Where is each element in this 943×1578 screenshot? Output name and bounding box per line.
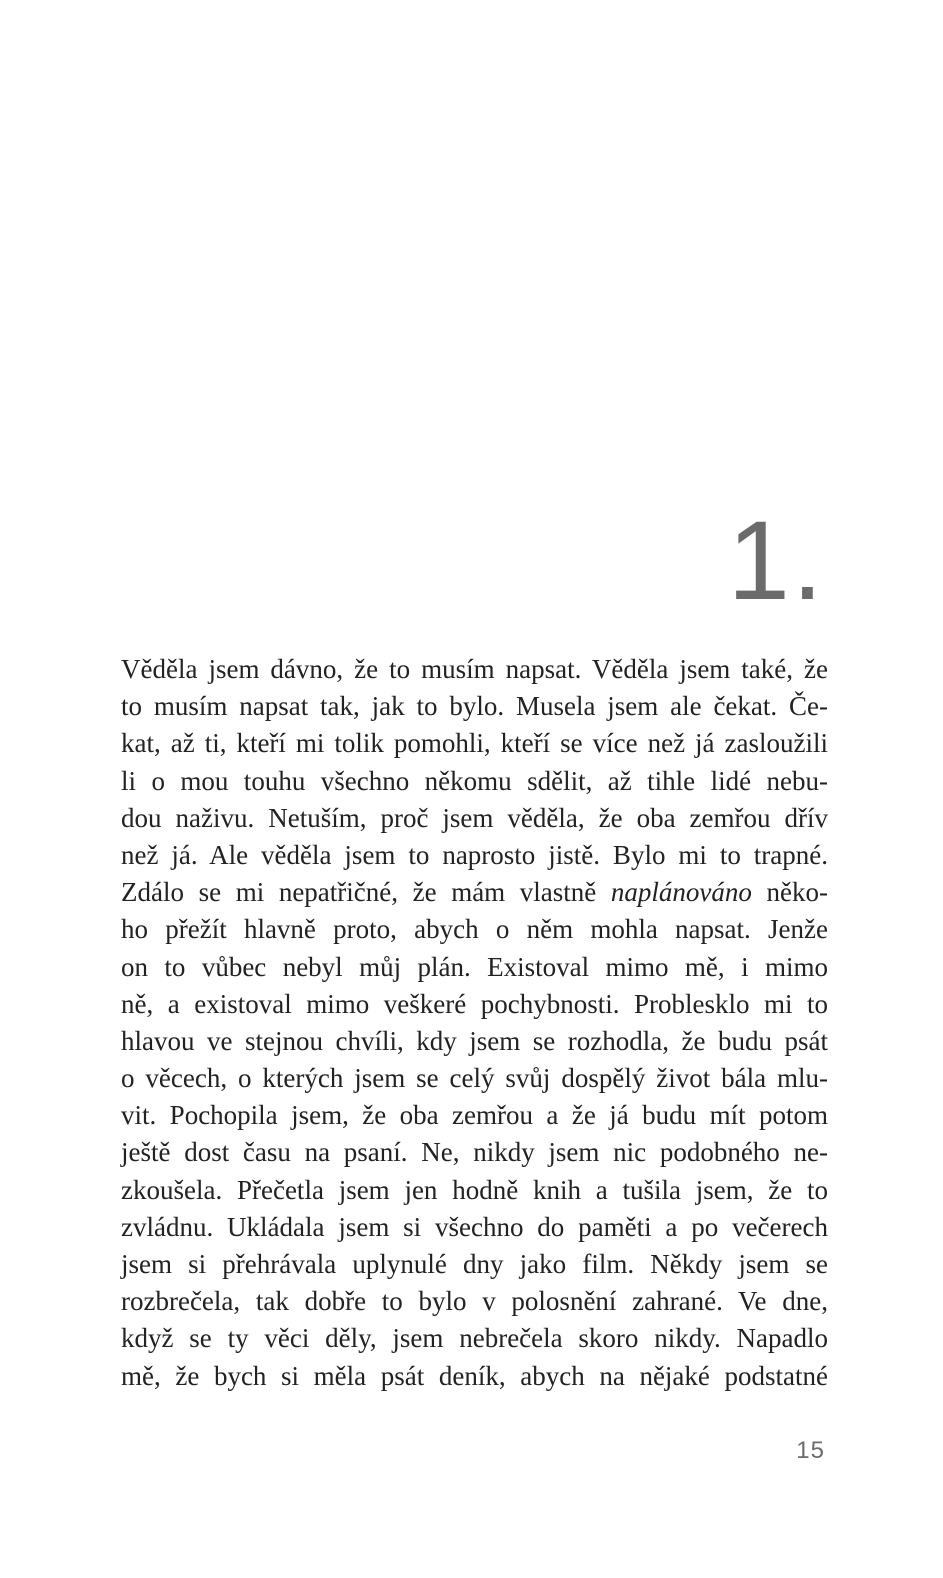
text-segment: něko-	[751, 877, 828, 908]
page-number: 15	[796, 1437, 825, 1464]
text-line-with-italic	[121, 874, 828, 911]
text-line: mě, že bych si měla psát deník, abych na nějaké podstatné	[121, 1360, 828, 1391]
text-line: kat, až ti, kteří mi tolik pomohli, kteří se více než já zasloužili	[121, 728, 828, 759]
italic-word: naplánováno	[610, 877, 752, 908]
text-line: ho přežít hlavně proto, abych o něm mohla napsat. Jenže	[121, 914, 828, 945]
text-line: on to vůbec nebyl můj plán. Existoval mimo mě, i mimo	[121, 951, 828, 982]
text-line: když se ty věci děly, jsem nebrečela skoro nikdy. Napadlo	[121, 1323, 828, 1354]
text-line: rozbrečela, tak dobře to bylo v polosnění zahrané. Ve dne,	[121, 1286, 828, 1317]
chapter-number: 1.	[727, 498, 825, 623]
text-line: Věděla jsem dávno, že to musím napsat. Věděla jsem také, že	[121, 654, 828, 684]
text-line: to musím napsat tak, jak to bylo. Musela jsem ale čekat. Če-	[121, 691, 828, 722]
text-line: zkoušela. Přečetla jsem jen hodně knih a tušila jsem, že to	[121, 1174, 828, 1205]
text-line: dou naživu. Netuším, proč jsem věděla, že oba zemřou dřív	[121, 802, 828, 833]
text-line: ně, a existoval mimo veškeré pochybnosti. Problesklo mi to	[121, 988, 828, 1019]
text-line: li o mou touhu všechno někomu sdělit, až tihle lidé nebu-	[121, 765, 828, 796]
text-segment: Zdálo se mi nepatřičné, že mám vlastně	[121, 877, 611, 908]
text-line: o věcech, o kterých jsem se celý svůj dospělý život bála mlu-	[121, 1063, 828, 1094]
text-line: zvládnu. Ukládala jsem si všechno do paměti a po večerech	[121, 1211, 828, 1242]
body-text	[121, 651, 828, 1395]
text-line: jsem si přehrávala uplynulé dny jako film. Někdy jsem se	[121, 1249, 828, 1279]
text-line: hlavou ve stejnou chvíli, kdy jsem se rozhodla, že budu psát	[121, 1025, 828, 1056]
text-line: ještě dost času na psaní. Ne, nikdy jsem nic podobného ne-	[121, 1137, 828, 1168]
text-line: než já. Ale věděla jsem to naprosto jistě. Bylo mi to trapné.	[121, 839, 828, 870]
text-line: vit. Pochopila jsem, že oba zemřou a že já budu mít potom	[121, 1100, 828, 1131]
